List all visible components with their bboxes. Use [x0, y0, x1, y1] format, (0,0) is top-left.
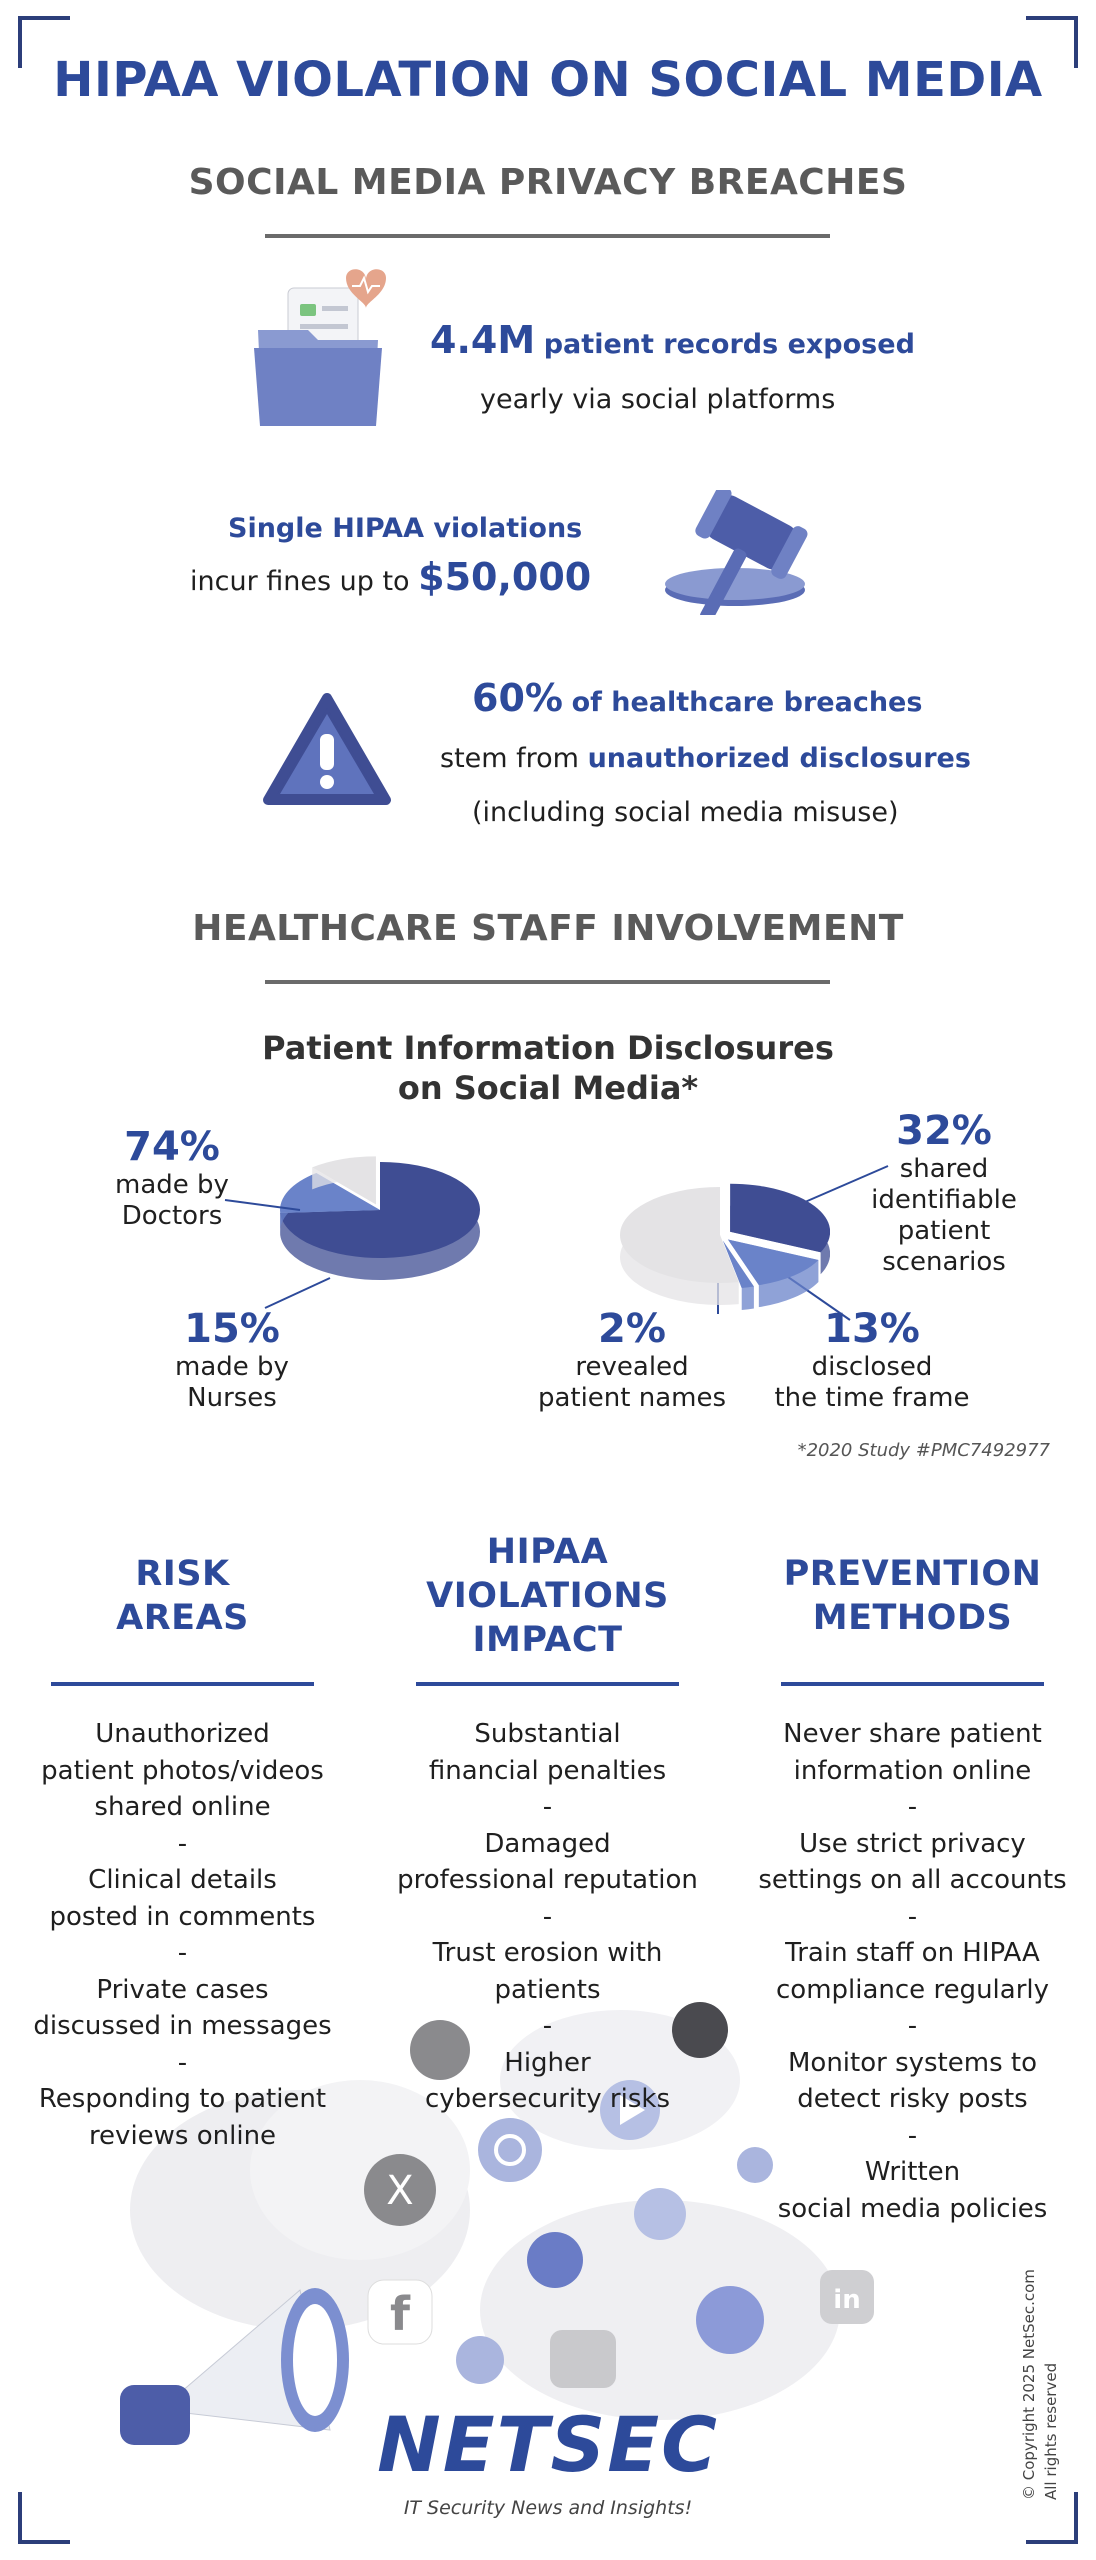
pct-scenarios: 32%: [896, 1108, 992, 1154]
column-heading-risk-areas: RISK AREAS: [116, 1554, 249, 1638]
column-divider: [416, 1682, 679, 1686]
stat-fines-prefix: incur fines up to: [190, 566, 410, 597]
stat-records-line2: yearly via social platforms: [480, 384, 836, 415]
gavel-icon: [655, 490, 885, 615]
column-divider: [781, 1682, 1044, 1686]
phone-icon: [634, 2188, 686, 2240]
leader-line-nurses: [265, 1278, 330, 1308]
section-heading-staff-involvement: HEALTHCARE STAFF INVOLVEMENT: [192, 908, 904, 949]
pct-patient-names: 2%: [598, 1306, 666, 1352]
instagram-icon: [478, 2118, 542, 2182]
list-item: Clinical details posted in comments: [49, 1865, 316, 1932]
label-doctors: made by Doctors: [115, 1170, 229, 1231]
list-separator: -: [907, 1901, 918, 1932]
sunglasses-emoji-icon: [527, 2232, 583, 2288]
stat-breaches-line3: (including social media misuse): [472, 797, 899, 828]
list-item: Trust erosion with patients: [432, 1938, 663, 2005]
list-item: Use strict privacy settings on all accounts: [758, 1828, 1067, 1895]
stat-fines-value: $50,000: [418, 555, 592, 599]
list-separator: -: [542, 1792, 553, 1822]
stat-breaches-line1: [472, 676, 922, 720]
heart-eyes-emoji-icon: [696, 2286, 764, 2354]
heart-bubble-icon: [456, 2336, 504, 2384]
svg-text:X: X: [386, 2168, 414, 2214]
pie-slice-scenarios: [730, 1184, 830, 1252]
stat-fines-line1: [228, 513, 582, 544]
column-heading-violations-impact: HIPAA VIOLATIONS IMPACT: [426, 1532, 669, 1660]
list-separator: -: [177, 2047, 188, 2078]
section-heading-privacy-breaches: SOCIAL MEDIA PRIVACY BREACHES: [188, 162, 908, 203]
label-time-frame: disclosed the time frame: [774, 1352, 970, 1413]
column-violations-impact: [385, 1530, 710, 2118]
list-item: Damaged professional reputation: [397, 1828, 698, 1895]
risk-areas-list: [20, 1716, 345, 2154]
column-risk-areas: [20, 1530, 345, 2154]
chart-title: [0, 1028, 1096, 1108]
list-separator: -: [542, 2011, 553, 2041]
label-scenarios: shared identifiable patient scenarios: [871, 1154, 1017, 1277]
pct-time-frame: 13%: [824, 1306, 920, 1352]
list-item: Never share patient information online: [783, 1719, 1042, 1786]
column-prevention-methods: [750, 1530, 1075, 2227]
page-title: HIPAA VIOLATION ON SOCIAL MEDIA: [53, 52, 1043, 108]
list-separator: -: [907, 1792, 918, 1822]
study-footnote: *2020 Study #PMC7492977: [797, 1440, 1050, 1461]
list-separator: -: [907, 2120, 918, 2151]
section-divider: [265, 980, 830, 984]
list-separator: -: [177, 1828, 188, 1859]
list-item: Responding to patient reviews online: [38, 2084, 327, 2151]
list-item: Train staff on HIPAA compliance regularly: [776, 1938, 1049, 2005]
label-nurses: made by Nurses: [175, 1352, 289, 1413]
list-item: Higher cybersecurity risks: [424, 2047, 670, 2114]
label-patient-names: revealed patient names: [537, 1352, 727, 1413]
list-item: Monitor systems to detect risky posts: [787, 2047, 1037, 2114]
prevention-methods-list: [750, 1716, 1075, 2227]
svg-text:f: f: [389, 2287, 411, 2341]
column-heading-prevention-methods: PREVENTION METHODS: [783, 1554, 1042, 1638]
stat-breaches-highlight: unauthorized disclosures: [587, 743, 971, 774]
pct-doctors: 74%: [124, 1124, 220, 1170]
svg-text:in: in: [833, 2285, 861, 2315]
stat-breaches-value: 60%: [472, 676, 563, 720]
stat-breaches-line2: [440, 743, 971, 774]
list-item: Substantial financial penalties: [428, 1719, 667, 1786]
stat-fines-line2: [190, 555, 591, 599]
list-item: Unauthorized patient photos/videos shared online: [41, 1719, 324, 1822]
stat-breaches-label: of healthcare breaches: [571, 687, 923, 718]
list-separator: -: [177, 1938, 188, 1968]
chart-title-line2: on Social Media*: [397, 1069, 699, 1107]
netsec-logo: NETSEC: [377, 2400, 719, 2489]
copyright-line2: All rights reserved: [1042, 2362, 1060, 2500]
stat-records-value: 4.4M: [430, 318, 536, 362]
stat-fines-label: Single HIPAA violations: [228, 513, 583, 544]
column-divider: [51, 1682, 314, 1686]
stat-records-line1: [430, 318, 915, 362]
pie-chart-disclosure-types: [610, 1175, 830, 1325]
records-folder-icon: [248, 268, 398, 433]
stat-breaches-prefix: stem from: [440, 743, 579, 774]
list-item: Written social media policies: [777, 2157, 1048, 2224]
copyright-line1: © Copyright 2025 NetSec.com: [1020, 2269, 1038, 2500]
list-item: Private cases discussed in messages: [33, 1974, 332, 2041]
pct-nurses: 15%: [184, 1306, 280, 1352]
chat-bubble-icon: [550, 2330, 616, 2388]
chart-title-line1: Patient Information Disclosures: [262, 1029, 834, 1067]
warning-icon: [262, 690, 392, 810]
list-separator: -: [542, 1901, 553, 1932]
stat-records-label: patient records exposed: [543, 329, 915, 360]
logo-tagline: IT Security News and Insights!: [403, 2497, 693, 2519]
section-divider: [265, 234, 830, 238]
violations-impact-list: [385, 1716, 710, 2118]
copyright-notice: [1018, 2269, 1062, 2500]
list-separator: -: [907, 2011, 918, 2041]
